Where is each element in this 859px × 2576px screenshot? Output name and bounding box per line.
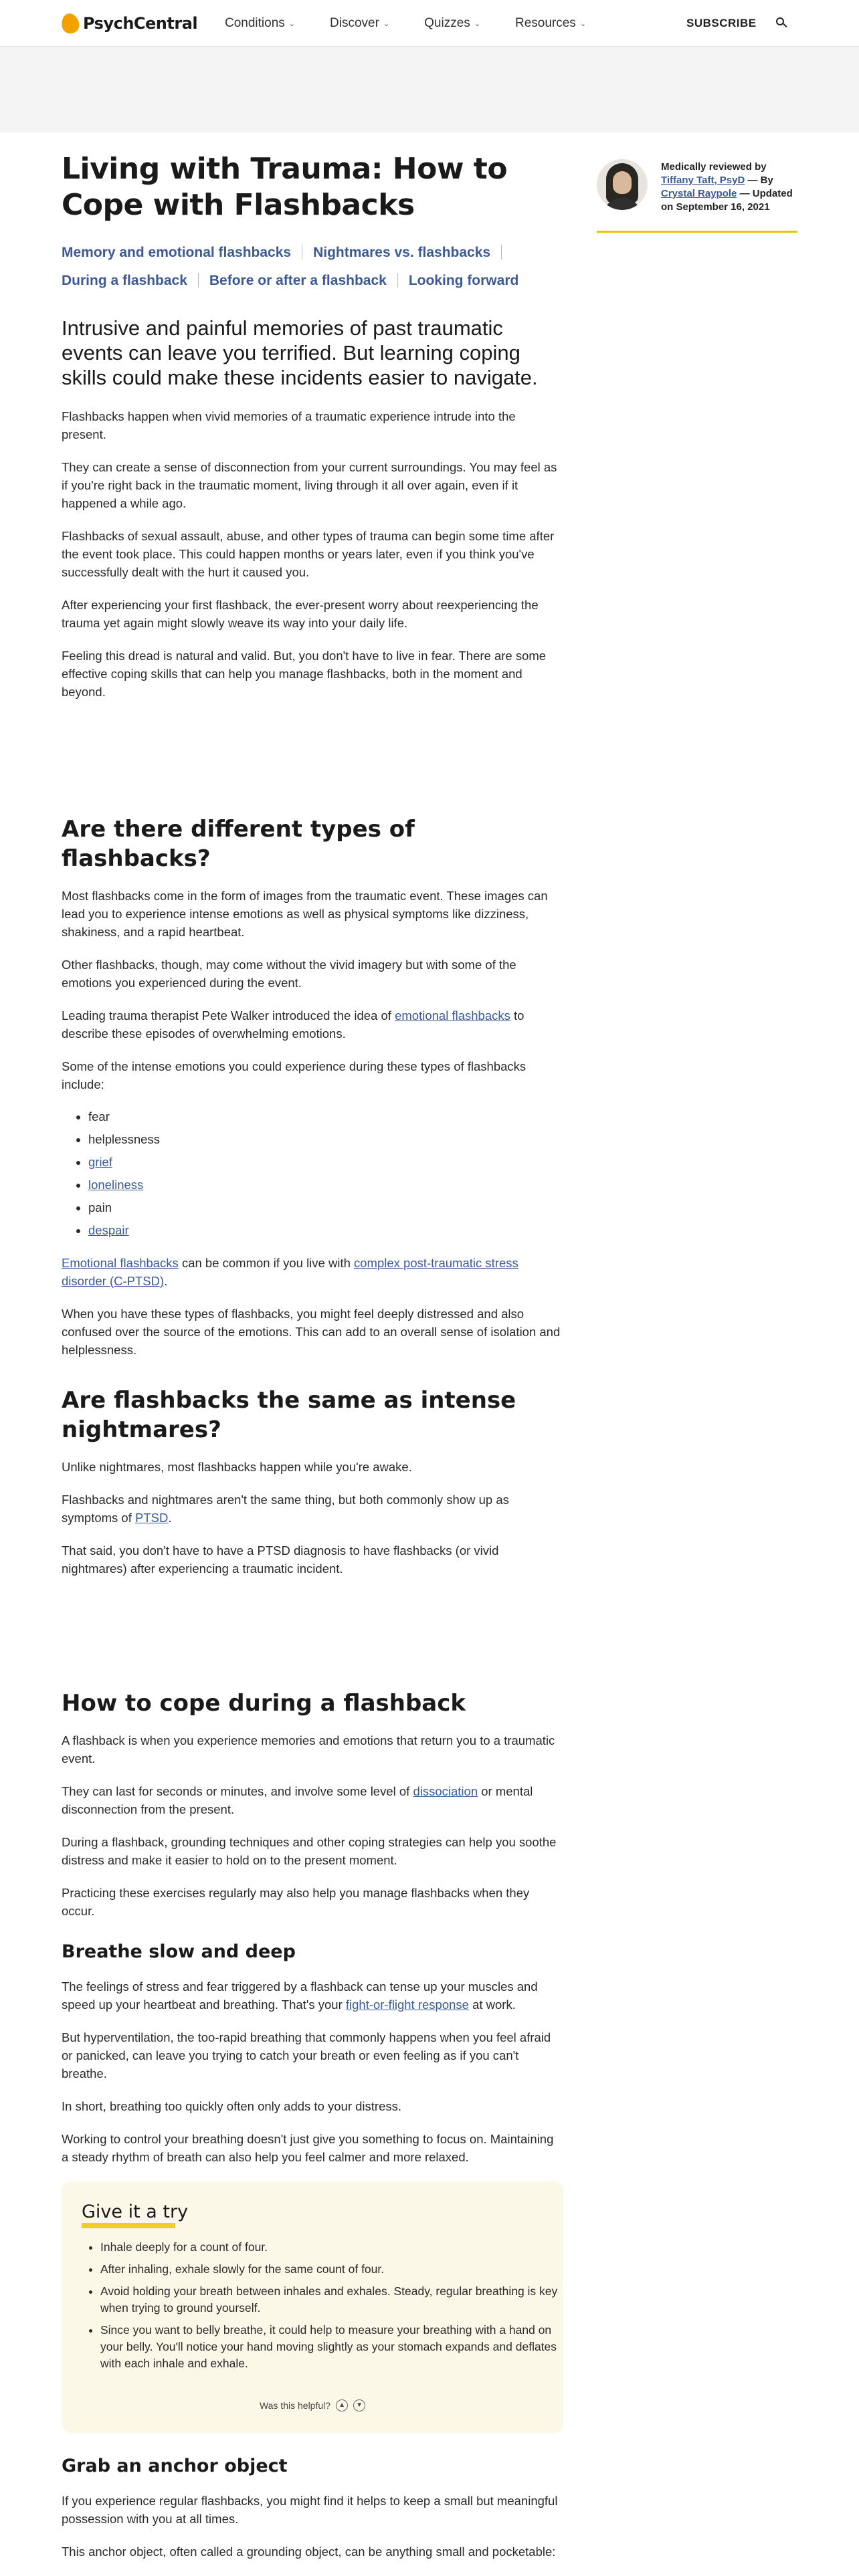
paragraph: A flashback is when you experience memories and emotions that return you to a traumatic event. [62,1733,555,1765]
list-item: • fear [88,1105,563,1128]
list-item: • Avoid holding your breath between inhales and exhales. Steady, regular breathing is key when trying to ground yourself. [100,2283,562,2317]
inline-link[interactable]: emotional flashbacks [395,1008,510,1023]
paragraph: Some of the intense emotions you could experience during these types of flashbacks include: [62,1059,527,1091]
section-heading: Are there different types of flashbacks? [62,816,415,872]
give-it-a-try-box [62,2181,563,2433]
subsection-heading: Breathe slow and deep [62,1941,296,1962]
paragraph: Unlike nightmares, most flashbacks happen while you're awake. [62,1460,412,1474]
thumbs-up-icon[interactable]: ▲ [336,2399,348,2411]
review-text: Medically reviewed by Tiffany Taft, PsyD — By Crystal Raypole — Updated on September 16, 2021 [661,161,793,213]
list-item: • helplessness [88,1128,563,1151]
nav-discover[interactable]: Discover ⌄ [330,16,390,30]
list-item: • Since you want to belly breathe, it could help to measure your breathing with a hand on your belly. You'll notice your hand moving slightly as your stomach expands and deflates with each inhale and exhale. [100,2322,562,2372]
inline-link[interactable]: grief [88,1155,112,1169]
review-byline [597,159,797,233]
inline-link[interactable]: Emotional flashbacks [62,1256,179,1270]
inline-link[interactable]: fight-or-flight response [345,1998,469,2012]
paragraph: That said, you don't have to have a PTSD diagnosis to have flashbacks (or vivid nightmares) after experiencing a traumatic incident. [62,1543,499,1576]
toc-link[interactable]: Nightmares vs. flashbacks [313,245,491,260]
site-header [0,0,859,47]
inline-link[interactable]: despair [88,1223,129,1237]
try-title: Give it a try [82,2202,189,2222]
avatar [597,159,648,210]
paragraph: Working to control your breathing doesn't just give you something to focus on. Maintaining a steady rhythm of breath can also help you feel calmer and more relaxed. [62,2132,554,2164]
article [62,151,563,2166]
toc-link[interactable]: Looking forward [408,273,519,288]
inline-link[interactable]: loneliness [88,1178,144,1192]
thumbs-down-icon[interactable]: ▼ [353,2399,365,2411]
paragraph: If you experience regular flashbacks, you might find it helps to keep a small but meaningful possession with you at all times. [62,2494,558,2526]
page-title: Living with Trauma: How to Cope with Flashbacks [62,152,508,222]
paragraph: The feelings of stress and fear triggered by a flashback can tense up your muscles and speed up your heartbeat and breathing. That's your fight-or-flight response at work. [62,1979,538,2012]
search-icon[interactable] [776,17,787,28]
paragraph: They can last for seconds or minutes, and involve some level of dissociation or mental disconnection from the present. [62,1784,533,1816]
chevron-down-icon: ⌄ [579,19,587,28]
logo-mark-icon [60,12,81,35]
helpful-prompt: Was this helpful? ▲ ▼ [62,2399,563,2411]
paragraph: They can create a sense of disconnection from your current surroundings. You may feel as if you're right back in the traumatic moment, living through it all over again, even if it happened a while ago. [62,460,557,510]
toc-link[interactable]: Before or after a flashback [209,273,387,288]
lede: Intrusive and painful memories of past traumatic events can leave you terrified. But learning coping skills could make these incidents easier to navigate. [62,316,538,389]
subscribe-button[interactable]: SUBSCRIBE [686,17,757,29]
chevron-down-icon: ⌄ [383,19,390,28]
paragraph: This anchor object, often called a grounding object, can be anything small and pocketable: [62,2545,556,2559]
list-item [88,1174,563,1196]
paragraph: Flashbacks of sexual assault, abuse, and other types of trauma can begin some time after the event took place. This could happen months or years later, even if you think you've successfully dealt with the hurt it caused you. [62,529,555,579]
section-heading: Are flashbacks the same as intense nightmares? [62,1387,516,1443]
logo-text: PsychCentral [83,14,198,33]
nav-quizzes[interactable]: Quizzes ⌄ [424,16,480,30]
author-link[interactable]: Crystal Raypole [661,188,737,199]
inline-link[interactable]: complex post-traumatic stress disorder (C-PTSD) [62,1256,518,1288]
chevron-down-icon: ⌄ [474,19,480,28]
table-of-contents [62,245,563,289]
list-item: • After inhaling, exhale slowly for the same count of four. [100,2261,562,2278]
site-logo[interactable] [62,13,197,33]
toc-link[interactable]: Memory and emotional flashbacks [62,245,292,260]
nav-resources[interactable]: Resources ⌄ [514,16,587,30]
emotion-list [88,1105,563,1242]
section-heading: How to cope during a flashback [62,1690,466,1717]
paragraph: Feeling this dread is natural and valid. But, you don't have to live in fear. There are some effective coping skills that can help you manage flashbacks, both in the moment and beyond. [62,649,547,699]
paragraph: Leading trauma therapist Pete Walker introduced the idea of emotional flashbacks to describe these episodes of overwhelming emotions. [62,1008,524,1041]
anchor-section [62,2454,563,2561]
try-list [100,2239,562,2377]
paragraph: When you have these types of flashbacks, you might feel deeply distressed and also confused over the source of the emotions. This can add to an overall sense of isolation and helplessness. [62,1307,561,1357]
nav-conditions[interactable]: Conditions ⌄ [225,16,295,30]
paragraph: Most flashbacks come in the form of images from the traumatic event. These images can lead you to experience intense emotions as well as physical symptoms like dizziness, shakiness, and a rapid heartbeat. [62,889,548,939]
inline-link[interactable]: dissociation [413,1784,478,1798]
paragraph: Emotional flashbacks can be common if you live with complex post-traumatic stress disorder (C-PTSD). [62,1256,518,1288]
paragraph: But hyperventilation, the too-rapid breathing that commonly happens when you feel afraid or panicked, can leave you trying to catch your breath or even feeling as if you can't breathe. [62,2030,551,2080]
paragraph: Practicing these exercises regularly may also help you manage flashbacks when they occur. [62,1886,530,1918]
toc-link[interactable]: During a flashback [62,273,187,288]
paragraph: During a flashback, grounding techniques and other coping strategies can help you soothe distress and make it easier to hold on to the present moment. [62,1835,557,1867]
inline-link[interactable]: PTSD [135,1511,169,1525]
paragraph: Other flashbacks, though, may come without the vivid imagery but with some of the emotions you experienced during the event. [62,958,516,990]
list-item: • pain [88,1196,563,1219]
ad-banner [0,47,859,132]
list-item: • Inhale deeply for a count of four. [100,2239,562,2256]
paragraph: Flashbacks and nightmares aren't the same thing, but both commonly show up as symptoms of PTSD. [62,1493,509,1525]
list-item [88,1151,563,1174]
paragraph: After experiencing your first flashback, the ever-present worry about reexperiencing the trauma yet again might slowly weave its way into your daily life. [62,598,539,630]
reviewer-link[interactable]: Tiffany Taft, PsyD [661,175,745,186]
subsection-heading: Grab an anchor object [62,2456,288,2476]
chevron-down-icon: ⌄ [288,19,295,28]
paragraph: Flashbacks happen when vivid memories of a traumatic experience intrude into the present. [62,409,516,441]
main-nav [225,16,621,31]
paragraph: In short, breathing too quickly often only adds to your distress. [62,2099,402,2113]
list-item [88,1219,563,1242]
